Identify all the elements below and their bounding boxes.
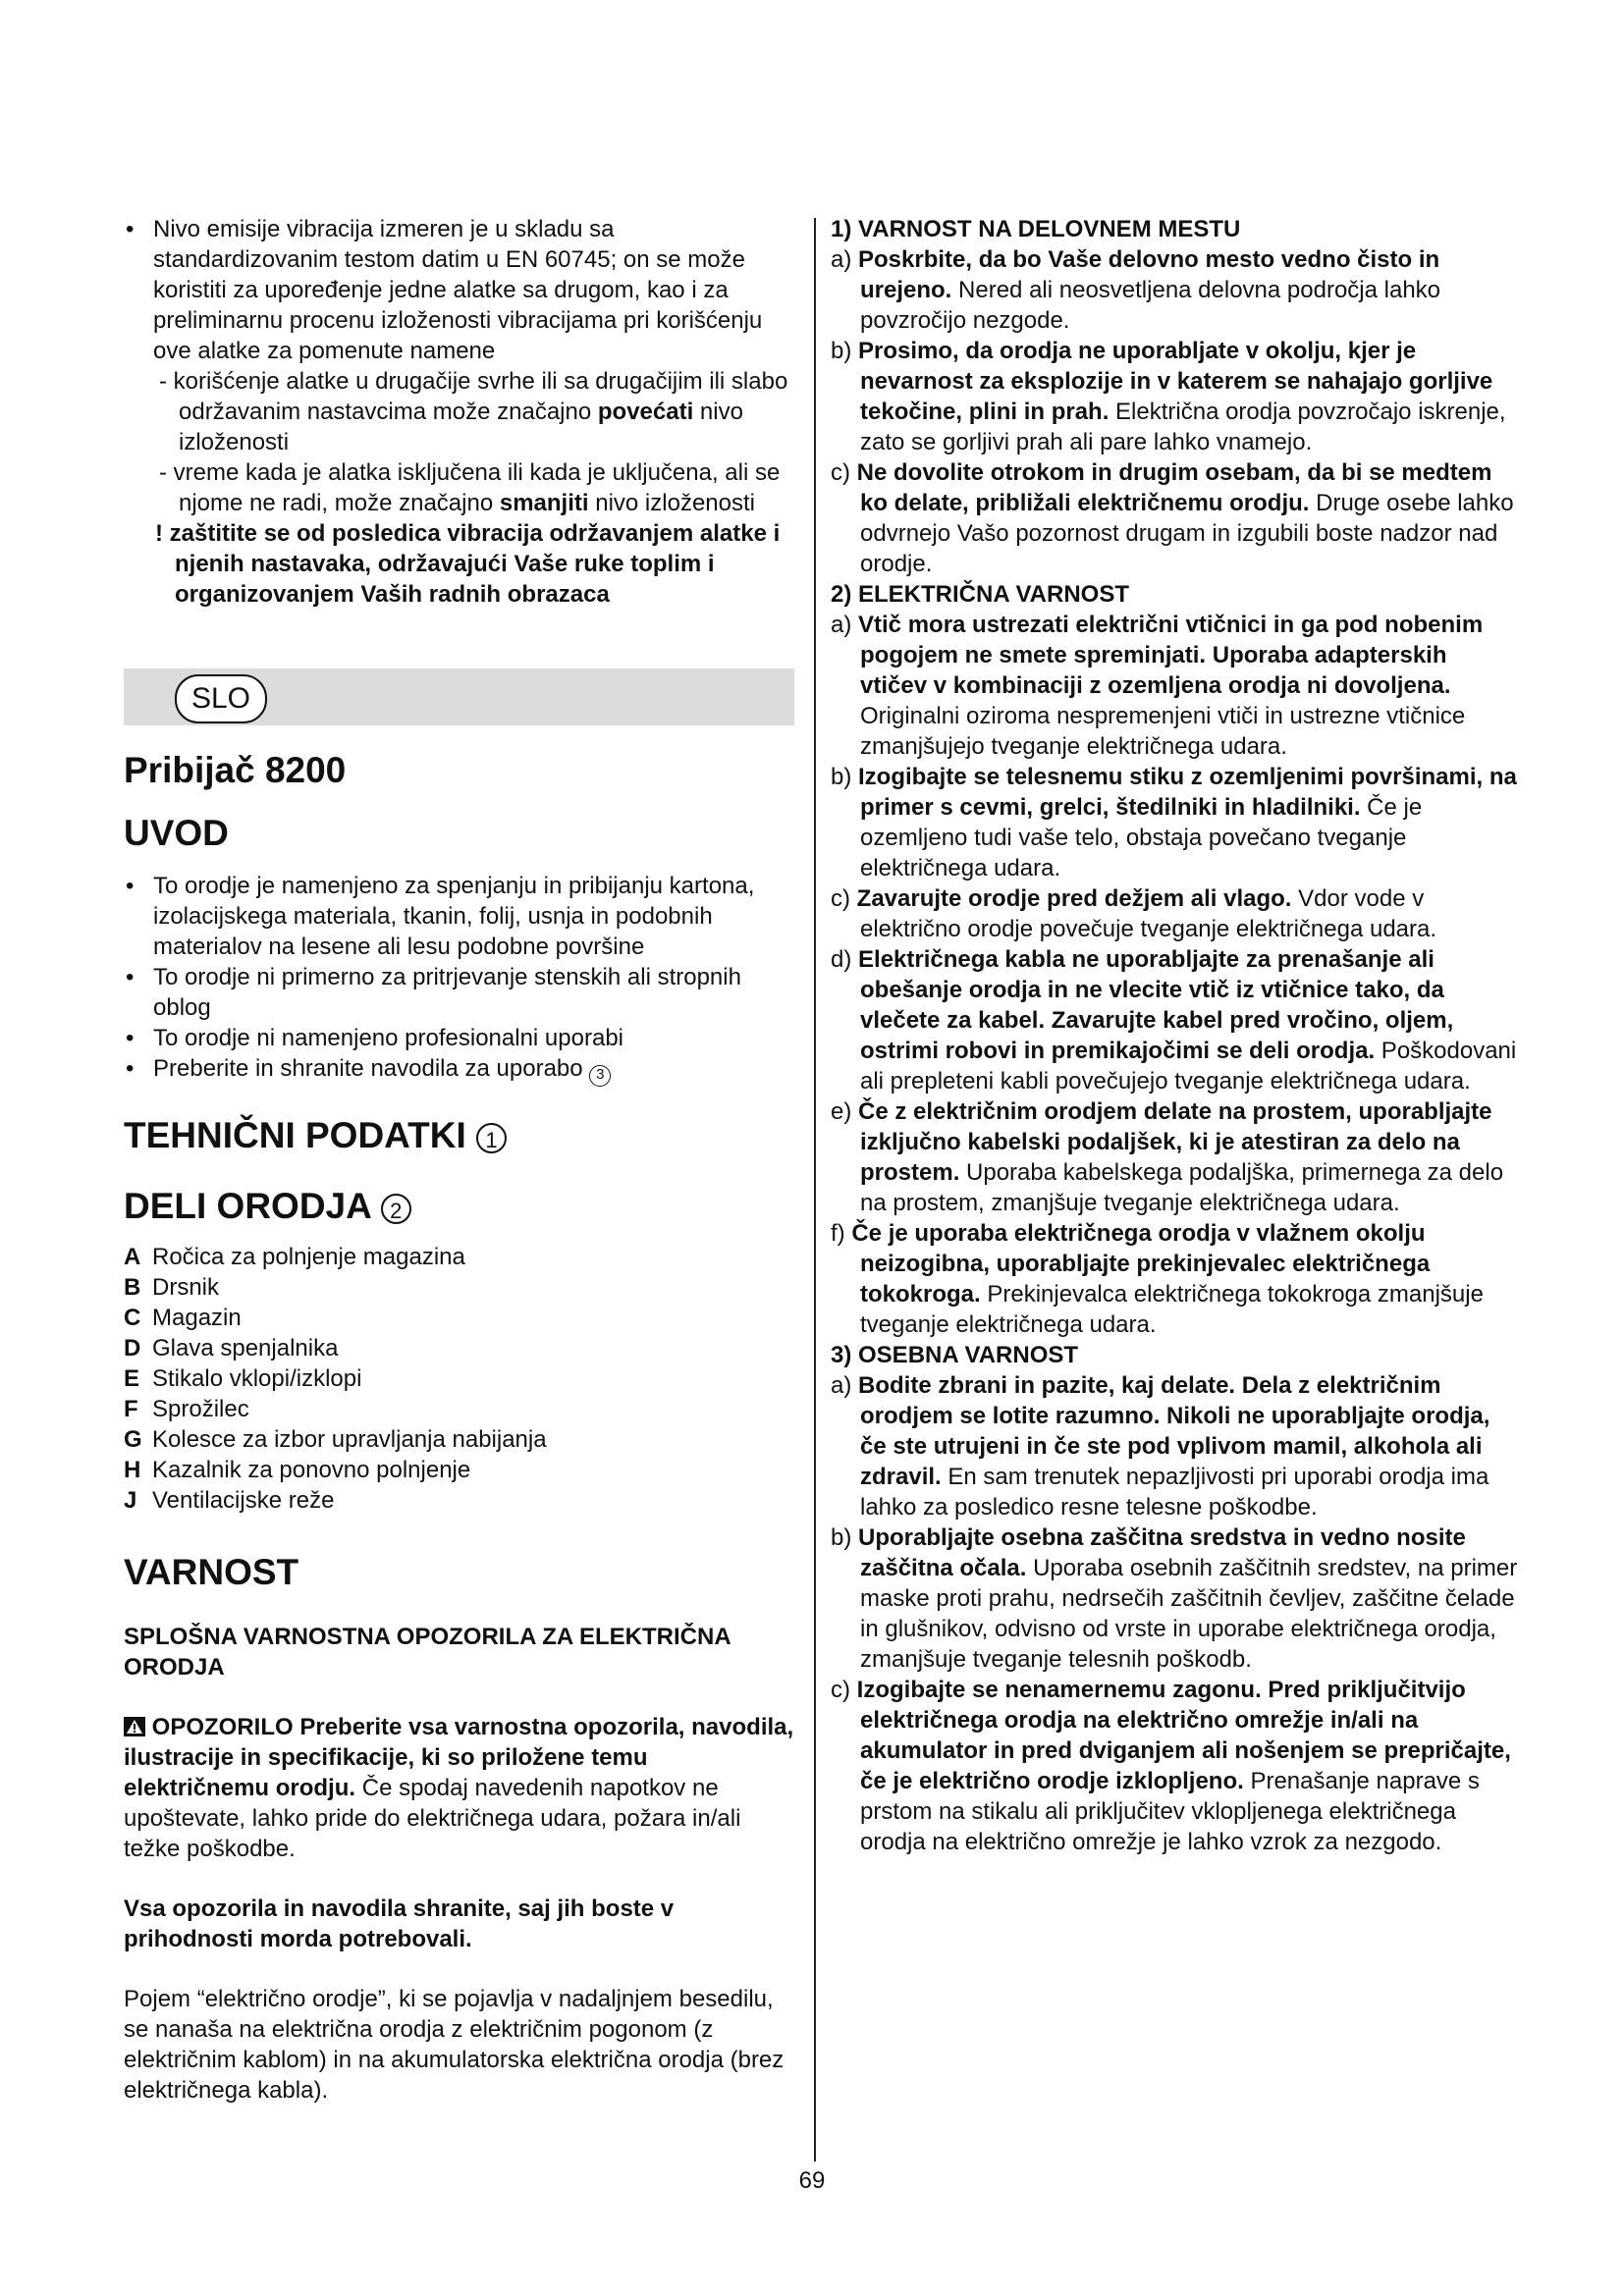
parts-list — [124, 1242, 794, 1516]
figure-ref-3: 3 — [589, 1065, 611, 1087]
section-1-title: 1) VARNOST NA DELOVNEM MESTU — [831, 216, 1241, 242]
varnost-heading: VARNOST — [124, 1552, 299, 1592]
safety-item: b) Izogibajte se telesnemu stiku z ozemljenimi površinami, na primer s cevmi, grelci, štedilniki in hladilniki. Če je ozemljeno tudi vaše telo, obstaja povečano tveganje električnega udara. — [831, 764, 1517, 881]
safety-item: b) Uporabljajte osebna zaščitna sredstva in vedno nosite zaščitna očala. Uporaba osebnih zaščitnih sredstev, na primer maske proti prahu, nedrsečih zaščitnih čevljev, zaščitne čelade in glušnikov, odvisno od vrste in uporabe električnega orodja, zmanjšuje tveganje telesnih poškodb. — [831, 1524, 1518, 1673]
keep-instructions: Vsa opozorila in navodila shranite, saj jih boste v prihodnosti morda potrebovali. — [124, 1896, 675, 1952]
part-item: G Kolesce za izbor upravljanja nabijanja — [124, 1426, 547, 1453]
left-column — [124, 214, 794, 2106]
safety-item: e) Če z električnim orodjem delate na prostem, uporabljajte izključno kabelski podaljšek, ki je atestiran za delo na prostem. Uporaba kabelskega podaljška, primernega za delo na prostem, zmanjšuje tveganje električnega udara. — [831, 1098, 1504, 1216]
uvod-bullet: • To orodje ni primerno za pritrjevanje stenskih ali stropnih oblog — [124, 962, 794, 1023]
safety-item: a) Bodite zbrani in pazite, kaj delate. Dela z električnim orodjem se lotite razumno. Nikoli ne uporabljajte orodja, če ste utrujeni in če ste pod vplivom mamil, alkohola ali zdravil. En sam trenutek nepazljivosti pri uporabi orodja ima lahko za posledico resne telesne poškodbe. — [831, 1372, 1490, 1521]
figure-ref-1: 1 — [476, 1123, 507, 1153]
general-safety-heading: SPLOŠNA VARNOSTNA OPOZORILA ZA ELEKTRIČNA ORODJA — [124, 1624, 731, 1681]
uvod-bullet: • To orodje ni namenjeno profesionalni uporabi — [124, 1023, 794, 1053]
vibration-warning: ! zaštitite se od posledica vibracija održavanjem alatke i njenih nastavaka, održavajući Vaše ruke toplim i organizovanjem Vaših radnih obrazaca — [155, 520, 781, 608]
part-item: D Glava spenjalnika — [124, 1335, 339, 1362]
warning-paragraph: OPOZORILO Preberite vsa varnostna opozorila, navodila, ilustracije in specifikacije, ki so priložene temu električnemu orodju. Če spodaj navedenih napotkov ne upoštevate, lahko pride do električnega udara, požara in/ali težke poškodbe. — [124, 1714, 794, 1862]
page-number: 69 — [798, 2167, 826, 2194]
part-item: A Ročica za polnjenje magazina — [124, 1244, 465, 1270]
section-2-title: 2) ELEKTRIČNA VARNOST — [831, 581, 1130, 608]
tech-data-heading: TEHNIČNI PODATKI 1 — [124, 1114, 794, 1157]
language-bar — [124, 668, 794, 725]
vibration-sub-item-2: - vreme kada je alatka isključena ili kada je uključena, ali se njome ne radi, može značajno smanjiti nivo izloženosti — [159, 459, 781, 516]
vibration-sub-item-1: - korišćenje alatke u drugačije svrhe ili sa drugačijim ili slabo održavanim nastavcima može značajno povećati nivo izloženosti — [159, 368, 788, 455]
parts-heading: DELI ORODJA 2 — [124, 1185, 794, 1228]
safety-item: c) Izogibajte se nenamernemu zagonu. Pred priključitvijo električnega orodja na električno omrežje in/ali na akumulator in pred dviganjem ali nošenjem se prepričajte, če je električno orodje izklopljeno. Prenašanje naprave s prstom na stikalu ali priključitev vklopljenega električnega orodja na električno omrežje je lahko vzrok za nezgodo. — [831, 1677, 1511, 1855]
vibration-bullet: • Nivo emisije vibracija izmeren je u skladu sa standardizovanim testom datim u EN 60745; on se može koristiti za upoređenje jedne alatke sa drugom, kao i za preliminarnu procenu izloženosti vibracijama pri korišćenju ove alatke za pomenute namene — [124, 214, 794, 366]
part-item: B Drsnik — [124, 1274, 220, 1301]
right-column — [831, 214, 1518, 1857]
part-item: E Stikalo vklopi/izklopi — [124, 1365, 362, 1392]
safety-item: b) Prosimo, da orodja ne uporabljate v okolju, kjer je nevarnost za eksplozije in v katerem se nahajajo gorljive tekočine, plini in prah. Električna orodja povzročajo iskrenje, zato se gorljivi prah ali pare lahko vnamejo. — [831, 338, 1506, 455]
part-item: F Sprožilec — [124, 1396, 249, 1422]
safety-item: f) Če je uporaba električnega orodja v vlažnem okolju neizogibna, uporabljajte prekinjevalec električnega tokokroga. Prekinjevalca električnega tokokroga zmanjšuje tveganje električnega udara. — [831, 1220, 1484, 1338]
safety-item: a) Poskrbite, da bo Vaše delovno mesto vedno čisto in urejeno. Nered ali neosvetljena delovna področja lahko povzročijo nezgode. — [831, 246, 1441, 334]
uvod-bullet: • To orodje je namenjeno za spenjanju in pribijanju kartona, izolacijskega materiala, tkanin, folij, usnja in podobnih materialov na lesene ali lesu podobne površine — [124, 871, 794, 962]
term-definition: Pojem “električno orodje”, ki se pojavlja v nadaljnjem besedilu, se nanaša na električna orodja z električnim pogonom (z električnim kablom) in na akumulatorska električna orodja (brez električnega kabla). — [124, 1986, 785, 2104]
safety-item: d) Električnega kabla ne uporabljajte za prenašanje ali obešanje orodja in ne vlecite vtič iz vtičnice tako, da vlečete za kabel. Zavarujte kabel pred vročino, oljem, ostrimi robovi in premikajočimi se deli orodja. Poškodovani ali prepleteni kabli povečujejo tveganje električnega udara. — [831, 946, 1517, 1095]
safety-item: c) Zavarujte orodje pred dežjem ali vlago. Vdor vode v električno orodje povečuje tveganje električnega udara. — [831, 885, 1437, 942]
safety-item: c) Ne dovolite otrokom in drugim osebam, da bi se medtem ko delate, približali električnemu orodju. Druge osebe lahko odvrnejo Vašo pozornost drugam in izgubili boste nadzor nad orodje. — [831, 459, 1514, 577]
language-badge: SLO — [175, 674, 267, 723]
part-item: H Kazalnik za ponovno polnjenje — [124, 1457, 471, 1483]
uvod-bullet: • Preberite in shranite navodila za uporabo 3 — [124, 1053, 794, 1087]
uvod-heading: UVOD — [124, 813, 229, 853]
figure-ref-2: 2 — [381, 1194, 411, 1224]
part-item: J Ventilacijske reže — [124, 1487, 335, 1514]
part-item: C Magazin — [124, 1305, 242, 1331]
product-title: Pribijač 8200 — [124, 750, 347, 790]
column-divider — [814, 218, 816, 2162]
warning-triangle-icon — [124, 1717, 145, 1736]
safety-item: a) Vtič mora ustrezati električni vtičnici in ga pod nobenim pogojem ne smete spreminjati. Uporaba adapterskih vtičev v kombinaciji z ozemljena orodja ni dovoljena. Originalni oziroma nespremenjeni vtiči in ustrezne vtičnice zmanjšujejo tveganje električnega udara. — [831, 612, 1484, 760]
section-3-title: 3) OSEBNA VARNOST — [831, 1342, 1079, 1368]
